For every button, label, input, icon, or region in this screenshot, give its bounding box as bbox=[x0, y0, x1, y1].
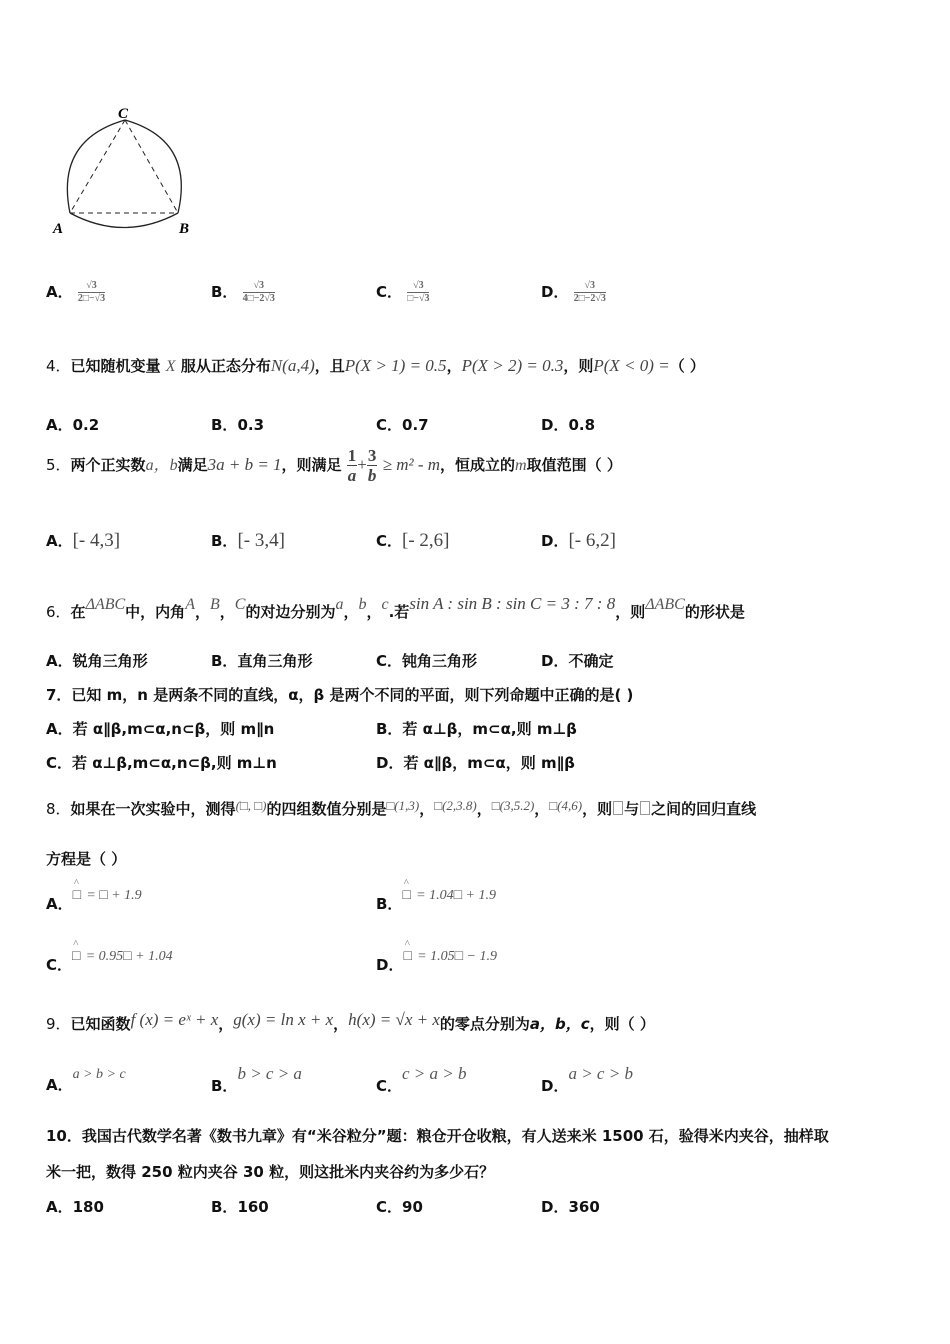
q7-option-c: C．若 α⊥β,m⊂α,n⊂β,则 m⊥n bbox=[46, 754, 277, 772]
q5-option-d: D．[- 6,2] bbox=[541, 530, 616, 551]
q6-option-a: A．锐角三角形 bbox=[46, 652, 148, 670]
q4-option-c: C．0.7 bbox=[376, 416, 429, 434]
q3-option-a: A． $\frac{√3}{2□-√3}$ bbox=[46, 280, 106, 304]
question-8: 8．如果在一次实验中，测得(□, □)的四组数值分别是□(1,3)，□(2,3.8)，□(3,5.2)，□(4,6)，则 与 之间的回归直线 bbox=[46, 798, 757, 818]
q7-option-d: D．若 α∥β，m⊂α，则 m∥β bbox=[376, 754, 575, 772]
question-6: 6．在ΔABC中，内角A，B，C的对边分别为a，b，c.若sin A : sin B : sin C = 3 : 7 : 8，则ΔABC的形状是 bbox=[46, 594, 745, 621]
q5-option-a: A．[- 4,3] bbox=[46, 530, 121, 551]
q9-option-a: A．a > b > c bbox=[46, 1067, 126, 1094]
vertex-label-c: C bbox=[118, 106, 129, 122]
q6-option-c: C．钝角三角形 bbox=[376, 652, 478, 670]
q8-option-d: D．^ □ = 1.05□ − 1.9 bbox=[376, 946, 497, 975]
q4-option-a: A．0.2 bbox=[46, 416, 100, 434]
vertex-label-b: B bbox=[179, 221, 190, 237]
q3-option-c: C． $\frac{√3}{□-√3}$ bbox=[376, 280, 430, 304]
q9-option-c: C．c > a > b bbox=[376, 1064, 467, 1095]
q3-option-b: B． $\frac{√3}{4□-2√3}$ bbox=[211, 280, 275, 304]
q7-option-b: B．若 α⊥β，m⊂α,则 m⊥β bbox=[376, 720, 577, 738]
q10-option-d: D．360 bbox=[541, 1198, 600, 1216]
reuleaux-triangle-figure bbox=[45, 100, 205, 240]
question-5: 5．两个正实数a，b满足3a + b = 1，则满足 $\frac{1}{a}$ + $\frac{3}{b}$ ≥ m² - m，恒成立的m取值范围（ ） bbox=[46, 446, 622, 485]
q8-option-b: B．^ □ = 1.04□ + 1.9 bbox=[376, 885, 496, 914]
question-4: 4．已知随机变量 X 服从正态分布N(a,4)，且P(X > 1) = 0.5，P(X > 2) = 0.3，则P(X < 0) =（ ） bbox=[46, 356, 705, 375]
q9-option-b: B．b > c > a bbox=[211, 1064, 302, 1095]
q3-option-d: D． $\frac{√3}{2□-2√3}$ bbox=[541, 280, 606, 304]
q10-option-a: A．180 bbox=[46, 1198, 104, 1216]
question-7: 7．已知 m，n 是两条不同的直线，α，β 是两个不同的平面，则下列命题中正确的是( ) bbox=[46, 686, 634, 704]
q4-option-d: D．0.8 bbox=[541, 416, 596, 434]
q10-option-c: C．90 bbox=[376, 1198, 423, 1216]
q6-option-b: B．直角三角形 bbox=[211, 652, 313, 670]
q10-option-b: B．160 bbox=[211, 1198, 269, 1216]
question-8-line-2: 方程是（ ） bbox=[46, 850, 127, 868]
question-10-line-1: 10．我国古代数学名著《数书九章》有“米谷粒分”题：粮仓开仓收粮，有人送来米 1500 石，验得米内夹谷，抽样取 bbox=[46, 1127, 829, 1145]
q5-option-c: C．[- 2,6] bbox=[376, 530, 450, 551]
q4-option-b: B．0.3 bbox=[211, 416, 265, 434]
q8-option-a: A．^ □ = □ + 1.9 bbox=[46, 885, 142, 914]
question-10-line-2: 米一把，数得 250 粒内夹谷 30 粒，则这批米内夹谷约为多少石？ bbox=[46, 1163, 495, 1181]
question-9: 9．已知函数f (x) = eˣ + x，g(x) = ln x + x，h(x) = √x + x的零点分别为a，b，c，则（ ） bbox=[46, 1010, 655, 1033]
q5-option-b: B．[- 3,4] bbox=[211, 530, 285, 551]
q6-option-d: D．不确定 bbox=[541, 652, 614, 670]
q7-option-a: A．若 α∥β,m⊂α,n⊂β，则 m∥n bbox=[46, 720, 275, 738]
vertex-label-a: A bbox=[53, 221, 64, 237]
q8-option-c: C．^ □ = 0.95□ + 1.04 bbox=[46, 946, 173, 975]
q9-option-d: D．a > c > b bbox=[541, 1064, 633, 1095]
